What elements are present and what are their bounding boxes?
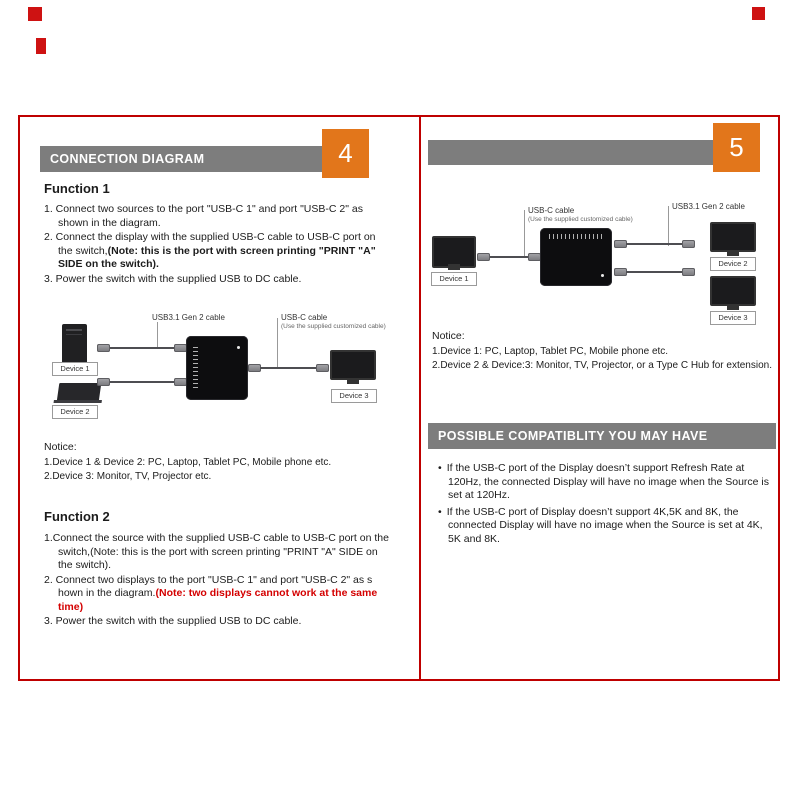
device3-label: Device 3 <box>710 311 756 325</box>
device2-label: Device 2 <box>710 257 756 271</box>
step-1 <box>44 203 392 230</box>
step-3 <box>44 273 392 287</box>
leader-line <box>157 322 158 349</box>
usb-switch-icon <box>186 336 248 400</box>
notice-item: 2.Device 3: Monitor, TV, Projector etc. <box>44 471 212 482</box>
red-mark <box>28 7 42 21</box>
step-text: 1.Connect the source with the supplied USB-C cable to USB-C port on the switch,(Note: this is the port with screen printing "PRINT "A" SIDE on the switch). <box>44 532 389 571</box>
cable <box>626 271 682 273</box>
tower-pc-icon <box>62 324 87 366</box>
compatibility-item <box>438 462 772 503</box>
monitor-icon <box>710 276 756 306</box>
step-text: 2. Connect two displays to the port "USB-C 1" and port "USB-C 2" as s hown in the diagram. <box>44 573 373 599</box>
usbc-cable-label: USB-C cable <box>528 206 575 215</box>
compatibility-text: If the USB-C port of the Display doesn’t support Refresh Rate at 120Hz, the connected Display will have no image when the Source is set at 120Hz. <box>446 462 770 501</box>
cable-plug <box>97 378 110 386</box>
function2-steps <box>44 532 392 630</box>
usbc-cable-sublabel: (Use the supplied customized cable) <box>281 323 386 330</box>
switch-print <box>549 234 603 239</box>
cable <box>260 367 318 369</box>
source-device-icon <box>432 236 476 268</box>
compatibility-text: If the USB-C port of Display doesn’t support 4K,5K and 8K, the connected Display will have no image when the Source is set at 4K, 5K and 8K. <box>446 505 763 545</box>
red-mark <box>752 7 765 20</box>
cable <box>626 243 682 245</box>
cable <box>110 347 176 349</box>
cable-plug <box>316 364 329 372</box>
function2-title: Function 2 <box>44 509 110 524</box>
page-number-5: 5 <box>713 123 760 172</box>
switch-led <box>601 274 604 277</box>
notice-title: Notice: <box>432 330 465 342</box>
laptop-icon <box>57 383 102 402</box>
device2-label: Device 2 <box>52 405 98 419</box>
cable-plug <box>682 240 695 248</box>
switch-print <box>193 347 198 389</box>
cable <box>110 381 176 383</box>
leader-line <box>524 210 525 258</box>
step-text: 3. Power the switch with the supplied USB to DC cable. <box>44 272 302 285</box>
step-2 <box>44 231 392 272</box>
step-1 <box>44 532 392 573</box>
step-text: 1. Connect two sources to the port "USB-C 1" and port "USB-C 2" as shown in the diagram. <box>44 203 363 229</box>
step-note-bold: (Note: this is the port with screen printing "PRINT "A" SIDE on the switch). <box>58 244 376 270</box>
step-text: 3. Power the switch with the supplied USB to DC cable. <box>44 615 302 627</box>
device3-label: Device 3 <box>331 389 377 403</box>
section-title: CONNECTION DIAGRAM <box>50 152 205 166</box>
page-number-4: 4 <box>322 129 369 178</box>
leader-line <box>668 206 669 246</box>
compatibility-header <box>428 423 776 449</box>
notice-title: Notice: <box>44 441 77 453</box>
compatibility-title: POSSIBLE COMPATIBLITY YOU MAY HAVE <box>438 429 708 443</box>
device1-label: Device 1 <box>431 272 477 286</box>
red-mark <box>36 38 46 54</box>
function1-steps <box>44 203 392 287</box>
compatibility-list <box>438 462 772 549</box>
notice-item: 1.Device 1: PC, Laptop, Tablet PC, Mobile phone etc. <box>432 346 669 357</box>
cable-plug <box>682 268 695 276</box>
connection-diagram-header <box>40 146 322 172</box>
notice-item: 2.Device 2 & Device:3: Monitor, TV, Projector, or a Type C Hub for extension. <box>432 360 772 371</box>
step-3 <box>44 615 392 629</box>
leader-line <box>277 318 278 368</box>
cable <box>490 256 530 258</box>
switch-led <box>237 346 240 349</box>
usbc-cable-label: USB-C cable <box>281 313 328 322</box>
monitor-icon <box>710 222 756 252</box>
page-divider <box>419 115 421 681</box>
cable-plug <box>477 253 490 261</box>
function1-title: Function 1 <box>44 181 110 196</box>
compatibility-item <box>438 506 772 547</box>
notice-item: 1.Device 1 & Device 2: PC, Laptop, Tablet PC, Mobile phone etc. <box>44 457 332 468</box>
step-2 <box>44 574 392 615</box>
monitor-icon <box>330 350 376 380</box>
step-note-red: (Note: two displays cannot work at the same time) <box>58 587 378 613</box>
usb31-cable-label: USB3.1 Gen 2 cable <box>152 313 225 322</box>
usb31-cable-label: USB3.1 Gen 2 cable <box>672 202 745 211</box>
usb-switch-icon <box>540 228 612 286</box>
usbc-cable-sublabel: (Use the supplied customized cable) <box>528 216 633 223</box>
cable-plug <box>97 344 110 352</box>
right-section-header <box>428 140 713 165</box>
device1-label: Device 1 <box>52 362 98 376</box>
step-text: 2. Connect the display with the supplied USB-C cable to USB-C port on the switch, <box>44 231 376 257</box>
